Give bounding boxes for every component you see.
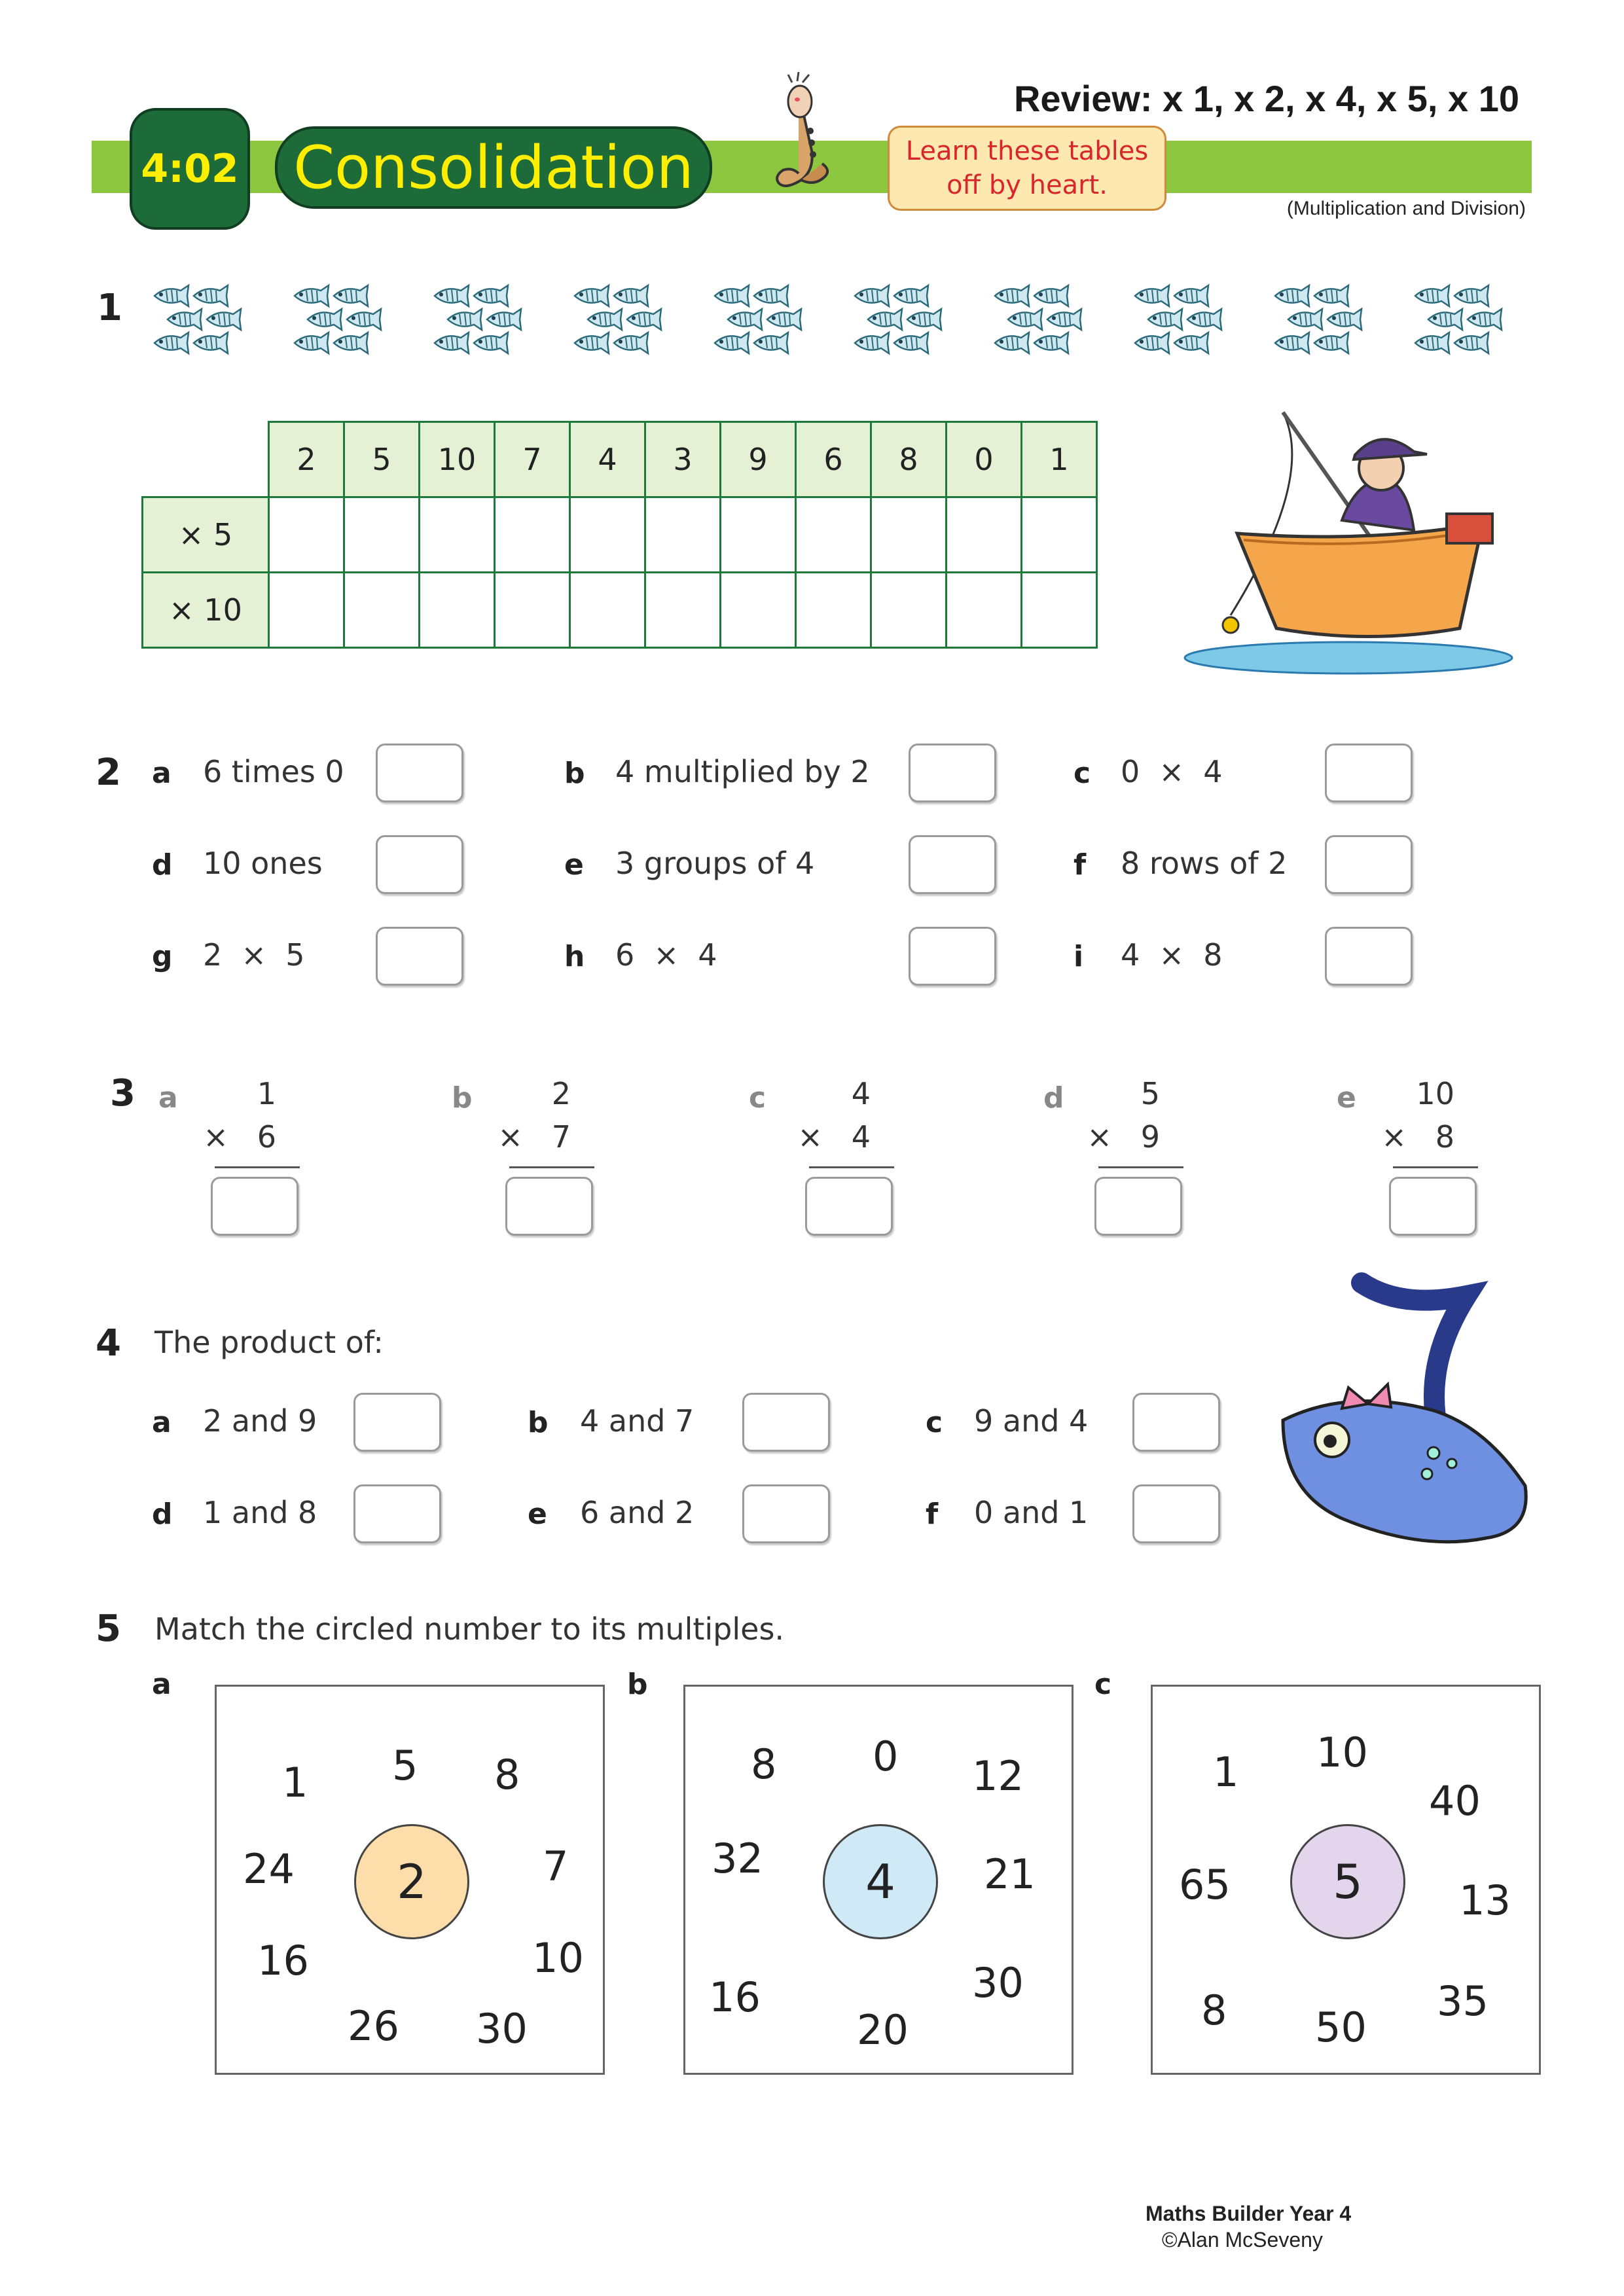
unit-badge: 4:02 xyxy=(130,108,250,230)
fish-icon xyxy=(706,281,830,380)
answer-cell[interactable] xyxy=(796,497,871,573)
multiplicand: 2 xyxy=(551,1076,571,1111)
fish-group-icon xyxy=(1266,281,1390,380)
answer-box[interactable] xyxy=(909,927,996,986)
match-box-b xyxy=(683,1685,1074,2075)
question-4-f-text: 0 and 1 xyxy=(974,1495,1089,1530)
table-header-cell: 2 xyxy=(269,422,344,497)
answer-cell[interactable] xyxy=(947,497,1022,573)
multiplier: × 9 xyxy=(1087,1119,1160,1155)
answer-cell[interactable] xyxy=(871,497,947,573)
multiplier: × 8 xyxy=(1381,1119,1454,1155)
multiple-candidate[interactable]: 7 xyxy=(543,1842,569,1890)
table-corner xyxy=(143,422,269,497)
page-title: Consolidation xyxy=(275,126,712,209)
question-2-i-letter: i xyxy=(1074,940,1084,973)
multiple-candidate[interactable]: 10 xyxy=(1316,1729,1368,1776)
fish-icon xyxy=(425,281,550,380)
answer-box[interactable] xyxy=(909,744,996,802)
multiple-candidate[interactable]: 21 xyxy=(984,1850,1036,1898)
saxophone-illustration xyxy=(759,72,857,209)
multiple-candidate[interactable]: 26 xyxy=(348,2002,399,2050)
row-label-times-10: × 10 xyxy=(143,573,269,648)
question-3-b-letter: b xyxy=(452,1081,473,1115)
answer-cell[interactable] xyxy=(947,573,1022,648)
review-heading: Review: x 1, x 2, x 4, x 5, x 10 xyxy=(1013,78,1519,119)
question-2-c-letter: c xyxy=(1074,757,1091,790)
fish-icon xyxy=(1126,281,1250,380)
answer-cell[interactable] xyxy=(420,497,495,573)
question-3-c-sum xyxy=(796,1076,894,1168)
multiple-candidate[interactable]: 0 xyxy=(873,1732,899,1780)
multiplicand: 4 xyxy=(851,1076,871,1111)
row-label-times-5: × 5 xyxy=(143,497,269,573)
multiple-candidate[interactable]: 32 xyxy=(712,1835,763,1882)
answer-cell[interactable] xyxy=(344,573,420,648)
question-2-b-text: 4 multiplied by 2 xyxy=(615,754,870,789)
table-row-times-10 xyxy=(143,573,1097,648)
question-2-g-text: 2 × 5 xyxy=(203,937,305,973)
question-4-f-letter: f xyxy=(926,1498,939,1531)
tip-line-2: off by heart. xyxy=(947,170,1108,200)
question-5-number: 5 xyxy=(96,1607,121,1650)
answer-cell[interactable] xyxy=(269,497,344,573)
answer-box[interactable] xyxy=(1094,1177,1182,1236)
multiplicand: 10 xyxy=(1416,1076,1454,1111)
multiple-candidate[interactable]: 35 xyxy=(1437,1977,1489,2025)
question-5-a-letter: a xyxy=(152,1668,171,1701)
center-circle-number[interactable]: 5 xyxy=(1290,1824,1405,1939)
question-2-h-letter: h xyxy=(564,940,585,973)
stingray-illustration xyxy=(1270,1270,1545,1564)
answer-line xyxy=(509,1166,594,1168)
question-4-d-letter: d xyxy=(152,1498,173,1531)
answer-line xyxy=(809,1166,894,1168)
question-3-a-letter: a xyxy=(158,1081,178,1115)
fish-group-icon xyxy=(145,281,270,380)
answer-cell[interactable] xyxy=(420,573,495,648)
tip-note xyxy=(888,126,1166,211)
page-subtitle: (Multiplication and Division) xyxy=(1286,198,1526,219)
question-3-e-sum xyxy=(1380,1076,1478,1168)
answer-box[interactable] xyxy=(1325,835,1413,894)
center-circle-number[interactable]: 4 xyxy=(823,1824,938,1939)
question-4-d-text: 1 and 8 xyxy=(203,1495,317,1530)
question-2-a-letter: a xyxy=(152,757,171,790)
question-2-i-text: 4 × 8 xyxy=(1121,937,1223,973)
answer-line xyxy=(215,1166,300,1168)
question-2-d-text: 10 ones xyxy=(203,846,323,881)
question-4-prompt: The product of: xyxy=(154,1325,384,1360)
answer-box[interactable] xyxy=(742,1484,830,1543)
table-header-cell: 0 xyxy=(947,422,1022,497)
fish-group-icon xyxy=(566,281,690,380)
answer-box[interactable] xyxy=(505,1177,593,1236)
table-row-times-5 xyxy=(143,497,1097,573)
answer-box[interactable] xyxy=(211,1177,298,1236)
question-1-number: 1 xyxy=(97,287,122,329)
answer-cell[interactable] xyxy=(871,573,947,648)
answer-box[interactable] xyxy=(1132,1484,1220,1543)
table-header-cell: 5 xyxy=(344,422,420,497)
multiple-candidate[interactable]: 30 xyxy=(476,2005,528,2053)
question-4-b-text: 4 and 7 xyxy=(580,1403,695,1439)
fish-icon xyxy=(145,281,270,380)
fish-group-icon xyxy=(986,281,1110,380)
multiple-candidate[interactable]: 13 xyxy=(1459,1876,1511,1924)
answer-box[interactable] xyxy=(1325,927,1413,986)
multiplicand: 1 xyxy=(257,1076,276,1111)
fish-group-icon xyxy=(706,281,830,380)
table-header-cell: 1 xyxy=(1022,422,1097,497)
multiple-candidate[interactable]: 50 xyxy=(1315,2003,1367,2051)
question-4-a-letter: a xyxy=(152,1406,171,1439)
multiple-candidate[interactable]: 8 xyxy=(1201,1986,1227,2034)
answer-cell[interactable] xyxy=(570,573,645,648)
question-4-e-letter: e xyxy=(528,1498,547,1531)
question-2-g-letter: g xyxy=(152,940,173,973)
question-3-b-sum xyxy=(496,1076,594,1168)
question-5-b-letter: b xyxy=(627,1668,648,1701)
answer-box[interactable] xyxy=(1389,1177,1477,1236)
multiple-candidate[interactable]: 8 xyxy=(751,1740,777,1788)
fish-group-icon xyxy=(1406,281,1530,380)
tip-line-1: Learn these tables xyxy=(905,136,1149,166)
question-4-c-text: 9 and 4 xyxy=(974,1403,1089,1439)
answer-box[interactable] xyxy=(909,835,996,894)
answer-box[interactable] xyxy=(353,1484,441,1543)
answer-line xyxy=(1393,1166,1478,1168)
multiplicand: 5 xyxy=(1140,1076,1160,1111)
footer-copyright: ©Alan McSeveny xyxy=(1162,2228,1323,2251)
fish-icon xyxy=(1406,281,1530,380)
answer-box[interactable] xyxy=(376,927,463,986)
answer-box[interactable] xyxy=(742,1393,830,1452)
multiple-candidate[interactable]: 1 xyxy=(1213,1748,1239,1796)
question-2-e-text: 3 groups of 4 xyxy=(615,846,815,881)
question-5-prompt: Match the circled number to its multiples. xyxy=(154,1611,785,1647)
question-4-c-letter: c xyxy=(926,1406,943,1439)
question-2-number: 2 xyxy=(96,751,121,794)
table-header-row xyxy=(143,422,1097,497)
fish-icon xyxy=(846,281,970,380)
question-4-number: 4 xyxy=(96,1322,121,1365)
answer-cell[interactable] xyxy=(721,573,796,648)
multiple-candidate[interactable]: 24 xyxy=(243,1845,295,1893)
multiple-candidate[interactable]: 8 xyxy=(494,1751,520,1799)
fisherman-boat-illustration xyxy=(1172,399,1538,681)
answer-cell[interactable] xyxy=(1022,497,1097,573)
question-4-a-text: 2 and 9 xyxy=(203,1403,317,1439)
question-3-a-sum xyxy=(202,1076,300,1168)
answer-box[interactable] xyxy=(376,835,463,894)
answer-box[interactable] xyxy=(376,744,463,802)
question-4-b-letter: b xyxy=(528,1406,549,1439)
table-header-cell: 8 xyxy=(871,422,947,497)
answer-cell[interactable] xyxy=(721,497,796,573)
answer-box[interactable] xyxy=(1132,1393,1220,1452)
fish-icon xyxy=(285,281,410,380)
answer-line xyxy=(1098,1166,1183,1168)
answer-box[interactable] xyxy=(805,1177,893,1236)
answer-cell[interactable] xyxy=(344,497,420,573)
answer-cell[interactable] xyxy=(495,497,570,573)
multiple-candidate[interactable]: 30 xyxy=(972,1959,1024,2007)
multiplier: × 4 xyxy=(797,1119,871,1155)
fish-group-icon xyxy=(846,281,970,380)
table-header-cell: 6 xyxy=(796,422,871,497)
answer-box[interactable] xyxy=(353,1393,441,1452)
fish-icon xyxy=(1266,281,1390,380)
question-2-a-text: 6 times 0 xyxy=(203,754,344,789)
fish-group-icon xyxy=(285,281,410,380)
question-3-c-letter: c xyxy=(749,1081,767,1115)
multiple-candidate[interactable]: 5 xyxy=(392,1742,418,1789)
answer-cell[interactable] xyxy=(570,497,645,573)
answer-cell[interactable] xyxy=(645,497,721,573)
answer-box[interactable] xyxy=(1325,744,1413,802)
question-3-number: 3 xyxy=(110,1072,135,1115)
multiple-candidate[interactable]: 16 xyxy=(257,1937,309,1984)
table-header-cell: 3 xyxy=(645,422,721,497)
answer-cell[interactable] xyxy=(269,573,344,648)
answer-cell[interactable] xyxy=(495,573,570,648)
multiple-candidate[interactable]: 1 xyxy=(282,1759,308,1806)
question-2-c-text: 0 × 4 xyxy=(1121,754,1223,789)
question-2-b-letter: b xyxy=(564,757,585,790)
table-header-cell: 9 xyxy=(721,422,796,497)
answer-cell[interactable] xyxy=(796,573,871,648)
multiple-candidate[interactable]: 65 xyxy=(1179,1861,1231,1909)
multiple-candidate[interactable]: 20 xyxy=(857,2006,909,2054)
match-box-c xyxy=(1151,1685,1541,2075)
match-box-a xyxy=(215,1685,605,2075)
question-2-e-letter: e xyxy=(564,848,584,882)
multiple-candidate[interactable]: 10 xyxy=(532,1934,584,1982)
question-3-d-sum xyxy=(1085,1076,1183,1168)
question-2-d-letter: d xyxy=(152,848,173,882)
question-2-h-text: 6 × 4 xyxy=(615,937,717,973)
fish-icon xyxy=(566,281,690,380)
center-circle-number[interactable]: 2 xyxy=(354,1824,469,1939)
multiple-candidate[interactable]: 12 xyxy=(972,1752,1024,1800)
question-2-f-letter: f xyxy=(1074,848,1087,882)
question-3-d-letter: d xyxy=(1043,1081,1064,1115)
question-5-c-letter: c xyxy=(1094,1668,1112,1701)
multiple-candidate[interactable]: 40 xyxy=(1429,1777,1481,1825)
multiplication-table xyxy=(141,421,1098,649)
question-2-f-text: 8 rows of 2 xyxy=(1121,846,1288,881)
question-4-e-text: 6 and 2 xyxy=(580,1495,695,1530)
fish-icon xyxy=(986,281,1110,380)
footer-book-title: Maths Builder Year 4 xyxy=(1146,2202,1352,2225)
multiple-candidate[interactable]: 16 xyxy=(709,1973,761,2021)
table-header-cell: 7 xyxy=(495,422,570,497)
question-3-e-letter: e xyxy=(1337,1081,1356,1115)
table-header-cell: 4 xyxy=(570,422,645,497)
answer-cell[interactable] xyxy=(1022,573,1097,648)
fish-group-icon xyxy=(425,281,550,380)
answer-cell[interactable] xyxy=(645,573,721,648)
multiplier: × 7 xyxy=(497,1119,571,1155)
fish-group-icon xyxy=(1126,281,1250,380)
multiplier: × 6 xyxy=(203,1119,276,1155)
table-header-cell: 10 xyxy=(420,422,495,497)
